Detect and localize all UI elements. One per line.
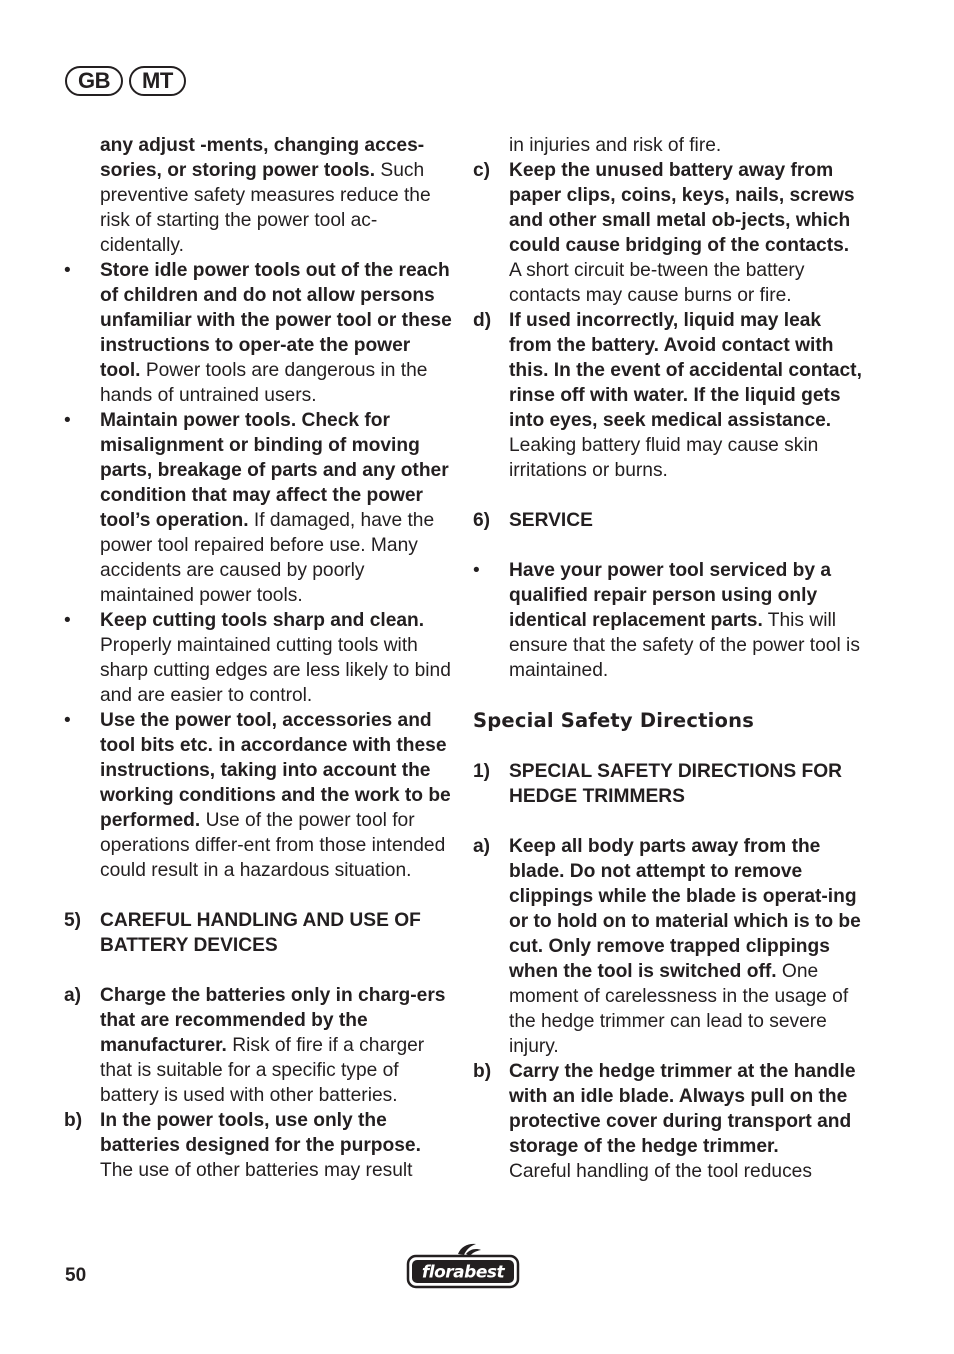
list-item-a: a) Keep all body parts away from the blade. Do not attempt to remove clippings while the blade is operat-ing or to hold on to material which is to be cut. Only remove trapped clippings when the tool is switched off. One moment of carelessness in the usage of the hedge trimmer can lead to severe injury.	[473, 836, 861, 1057]
florabest-logo	[406, 1242, 520, 1296]
bullet-marker: •	[64, 260, 71, 281]
list-item: • Have your power tool serviced by a qualified repair person using only identical replacement parts. This will ensure that the safety of the power tool is maintained.	[473, 560, 860, 681]
page-number: 50	[65, 1265, 87, 1286]
list-item-c: c) Keep the unused battery away from paper clips, coins, keys, nails, screws and other small metal ob-jects, which could cause bridging of the contacts. A short circuit be-tween the battery contacts may cause burns or fire.	[473, 160, 855, 306]
left-column	[64, 133, 454, 1183]
list-item-a: a) Charge the batteries only in charg-ers that are recommended by the manufacturer. Risk of fire if a charger that is suitable for a specific type of battery is used with other batteries.	[64, 985, 446, 1106]
list-item-b: b) In the power tools, use only the batteries designed for the purpose. The use of other batteries may result	[64, 1110, 421, 1181]
lang-badge-mt: MT	[129, 66, 186, 96]
list-item-d: d) If used incorrectly, liquid may leak from the battery. Avoid contact with this. In the event of accidental contact, rinse off with water. If the liquid gets into eyes, seek medical assistance. Leaking battery fluid may cause skin irritations or burns.	[473, 310, 862, 481]
bullet-marker: •	[64, 610, 71, 631]
section-heading-1: 1) SPECIAL SAFETY DIRECTIONS FOR HEDGE TRIMMERS	[473, 761, 842, 807]
list-item: • Keep cutting tools sharp and clean. Properly maintained cutting tools with sharp cutting edges are less likely to bind and are easier to control.	[64, 610, 451, 706]
list-item: • Use the power tool, accessories and tool bits etc. in accordance with these instructions, taking into account the working conditions and the work to be performed. Use of the power tool for operations differ-ent from those intended could result in a hazardous situation.	[64, 710, 451, 881]
section-heading-6: 6) SERVICE	[473, 510, 593, 531]
lang-badge-gb: GB	[65, 66, 123, 96]
bullet-marker: •	[64, 410, 71, 431]
special-safety-heading: Special Safety Directions	[473, 709, 754, 732]
bullet-marker: •	[64, 710, 71, 731]
list-item-b: b) Carry the hedge trimmer at the handle with an idle blade. Always pull on the protective cover during transport and storage of the hedge trimmer. Careful handling of the tool reduces	[473, 1061, 856, 1182]
right-column	[473, 133, 863, 1184]
list-item: • Maintain power tools. Check for misalignment or binding of moving parts, breakage of parts and any other condition that may affect the power tool’s operation. If damaged, have the power tool repaired before use. Many accidents are caused by poorly maintained power tools.	[64, 410, 449, 606]
svg-text:florabest: florabest	[421, 1262, 505, 1283]
list-item: • Store idle power tools out of the reach of children and do not allow persons unfamiliar with the power tool or these instructions to oper-ate the power tool. Power tools are dangerous in the hands of untrained users.	[64, 260, 452, 406]
section-heading-5: 5) CAREFUL HANDLING AND USE OF BATTERY DEVICES	[64, 910, 421, 956]
continued-paragraph: in injuries and risk of fire.	[509, 135, 722, 156]
florabest-logo-mark	[406, 1242, 520, 1290]
bullet-marker: •	[473, 560, 480, 581]
continued-paragraph: any adjust -ments, changing acces-sories, or storing power tools. Such preventive safety measures reduce the risk of starting the power tool ac-cidentally.	[100, 135, 431, 256]
language-badges	[65, 66, 186, 96]
